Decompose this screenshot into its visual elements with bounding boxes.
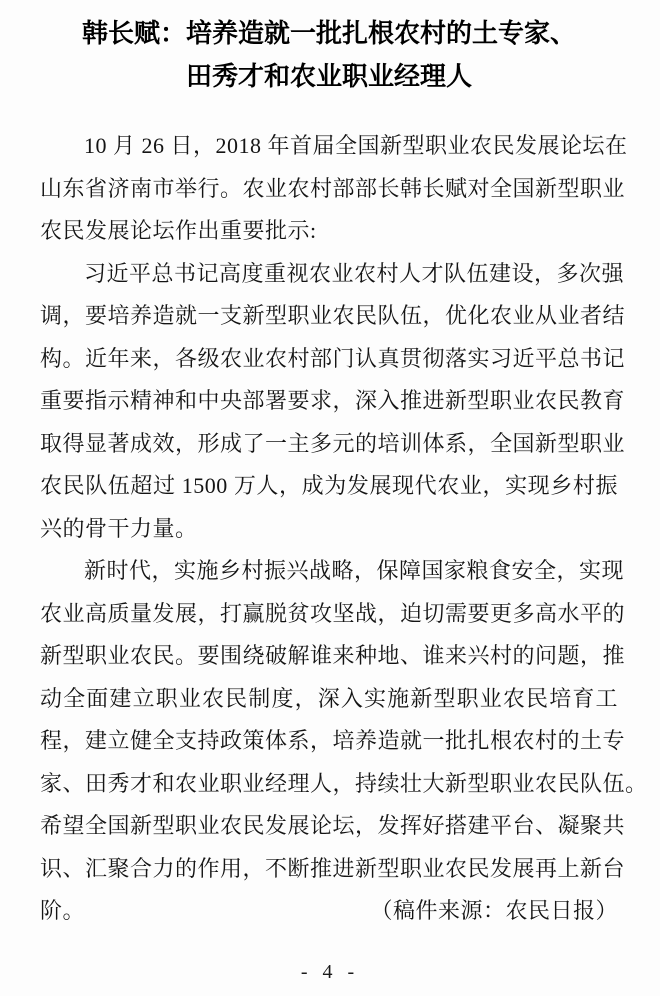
text-line: 新型职业农民。要围绕破解谁来种地、谁来兴村的问题，推 (40, 643, 626, 668)
source-attribution: （稿件来源：农民日报） (370, 898, 618, 923)
closing-line (40, 890, 618, 933)
title-line-2: 田秀才和农业职业经理人 (185, 62, 472, 91)
paragraph-1 (40, 125, 628, 253)
text-line: 兴的骨干力量。 (40, 515, 198, 541)
text-line: 调，要培养造就一支新型职业农民队伍，优化农业从业者结 (40, 303, 626, 328)
text-line: 农民发展论坛作出重要批示: (40, 218, 317, 243)
text-line: 重要指示精神和中央部署要求，深入推进新型职业农民教育 (40, 388, 626, 413)
text-line: 识、汇聚合力的作用，不断推进新型职业农民发展再上新台 (40, 855, 626, 881)
page-number: - 4 - (300, 961, 360, 983)
text-line: 习近平总书记高度重视农业农村人才队伍建设，多次强 (84, 260, 625, 286)
text-line: 山东省济南市举行。农业农村部部长韩长赋对全国新型职业 (40, 175, 626, 201)
text-line: 动全面建立职业农民制度，深入实施新型职业农民培育工 (40, 685, 618, 711)
text-line: 程，建立健全支持政策体系，培养造就一批扎根农村的土专 (40, 728, 626, 753)
document-title (40, 12, 618, 98)
text-line: 农业高质量发展，打赢脱贫攻坚战，迫切需要更多高水平的 (40, 600, 626, 626)
text-line: 构。近年来，各级农业农村部门认真贯彻落实习近平总书记 (40, 345, 626, 371)
text-line: 希望全国新型职业农民发展论坛，发挥好搭建平台、凝聚共 (40, 813, 626, 838)
text-line: 农民队伍超过 1500 万人，成为发展现代农业，实现乡村振 (40, 473, 618, 498)
paragraph-3 (40, 550, 648, 933)
paragraph-2 (40, 253, 626, 551)
text-line: 取得显著成效，形成了一主多元的培训体系，全国新型职业 (40, 430, 626, 456)
document-body (40, 125, 648, 933)
text-line: 家、田秀才和农业职业经理人，持续壮大新型职业农民队伍。 (40, 770, 648, 796)
closing-fragment: 阶。 (40, 898, 86, 923)
text-line: 10 月 26 日，2018 年首届全国新型职业农民发展论坛在 (84, 133, 628, 158)
text-line: 新时代，实施乡村振兴战略，保障国家粮食安全，实现 (84, 558, 625, 583)
title-line-1: 韩长赋：培养造就一批扎根农村的土专家、 (81, 19, 576, 48)
